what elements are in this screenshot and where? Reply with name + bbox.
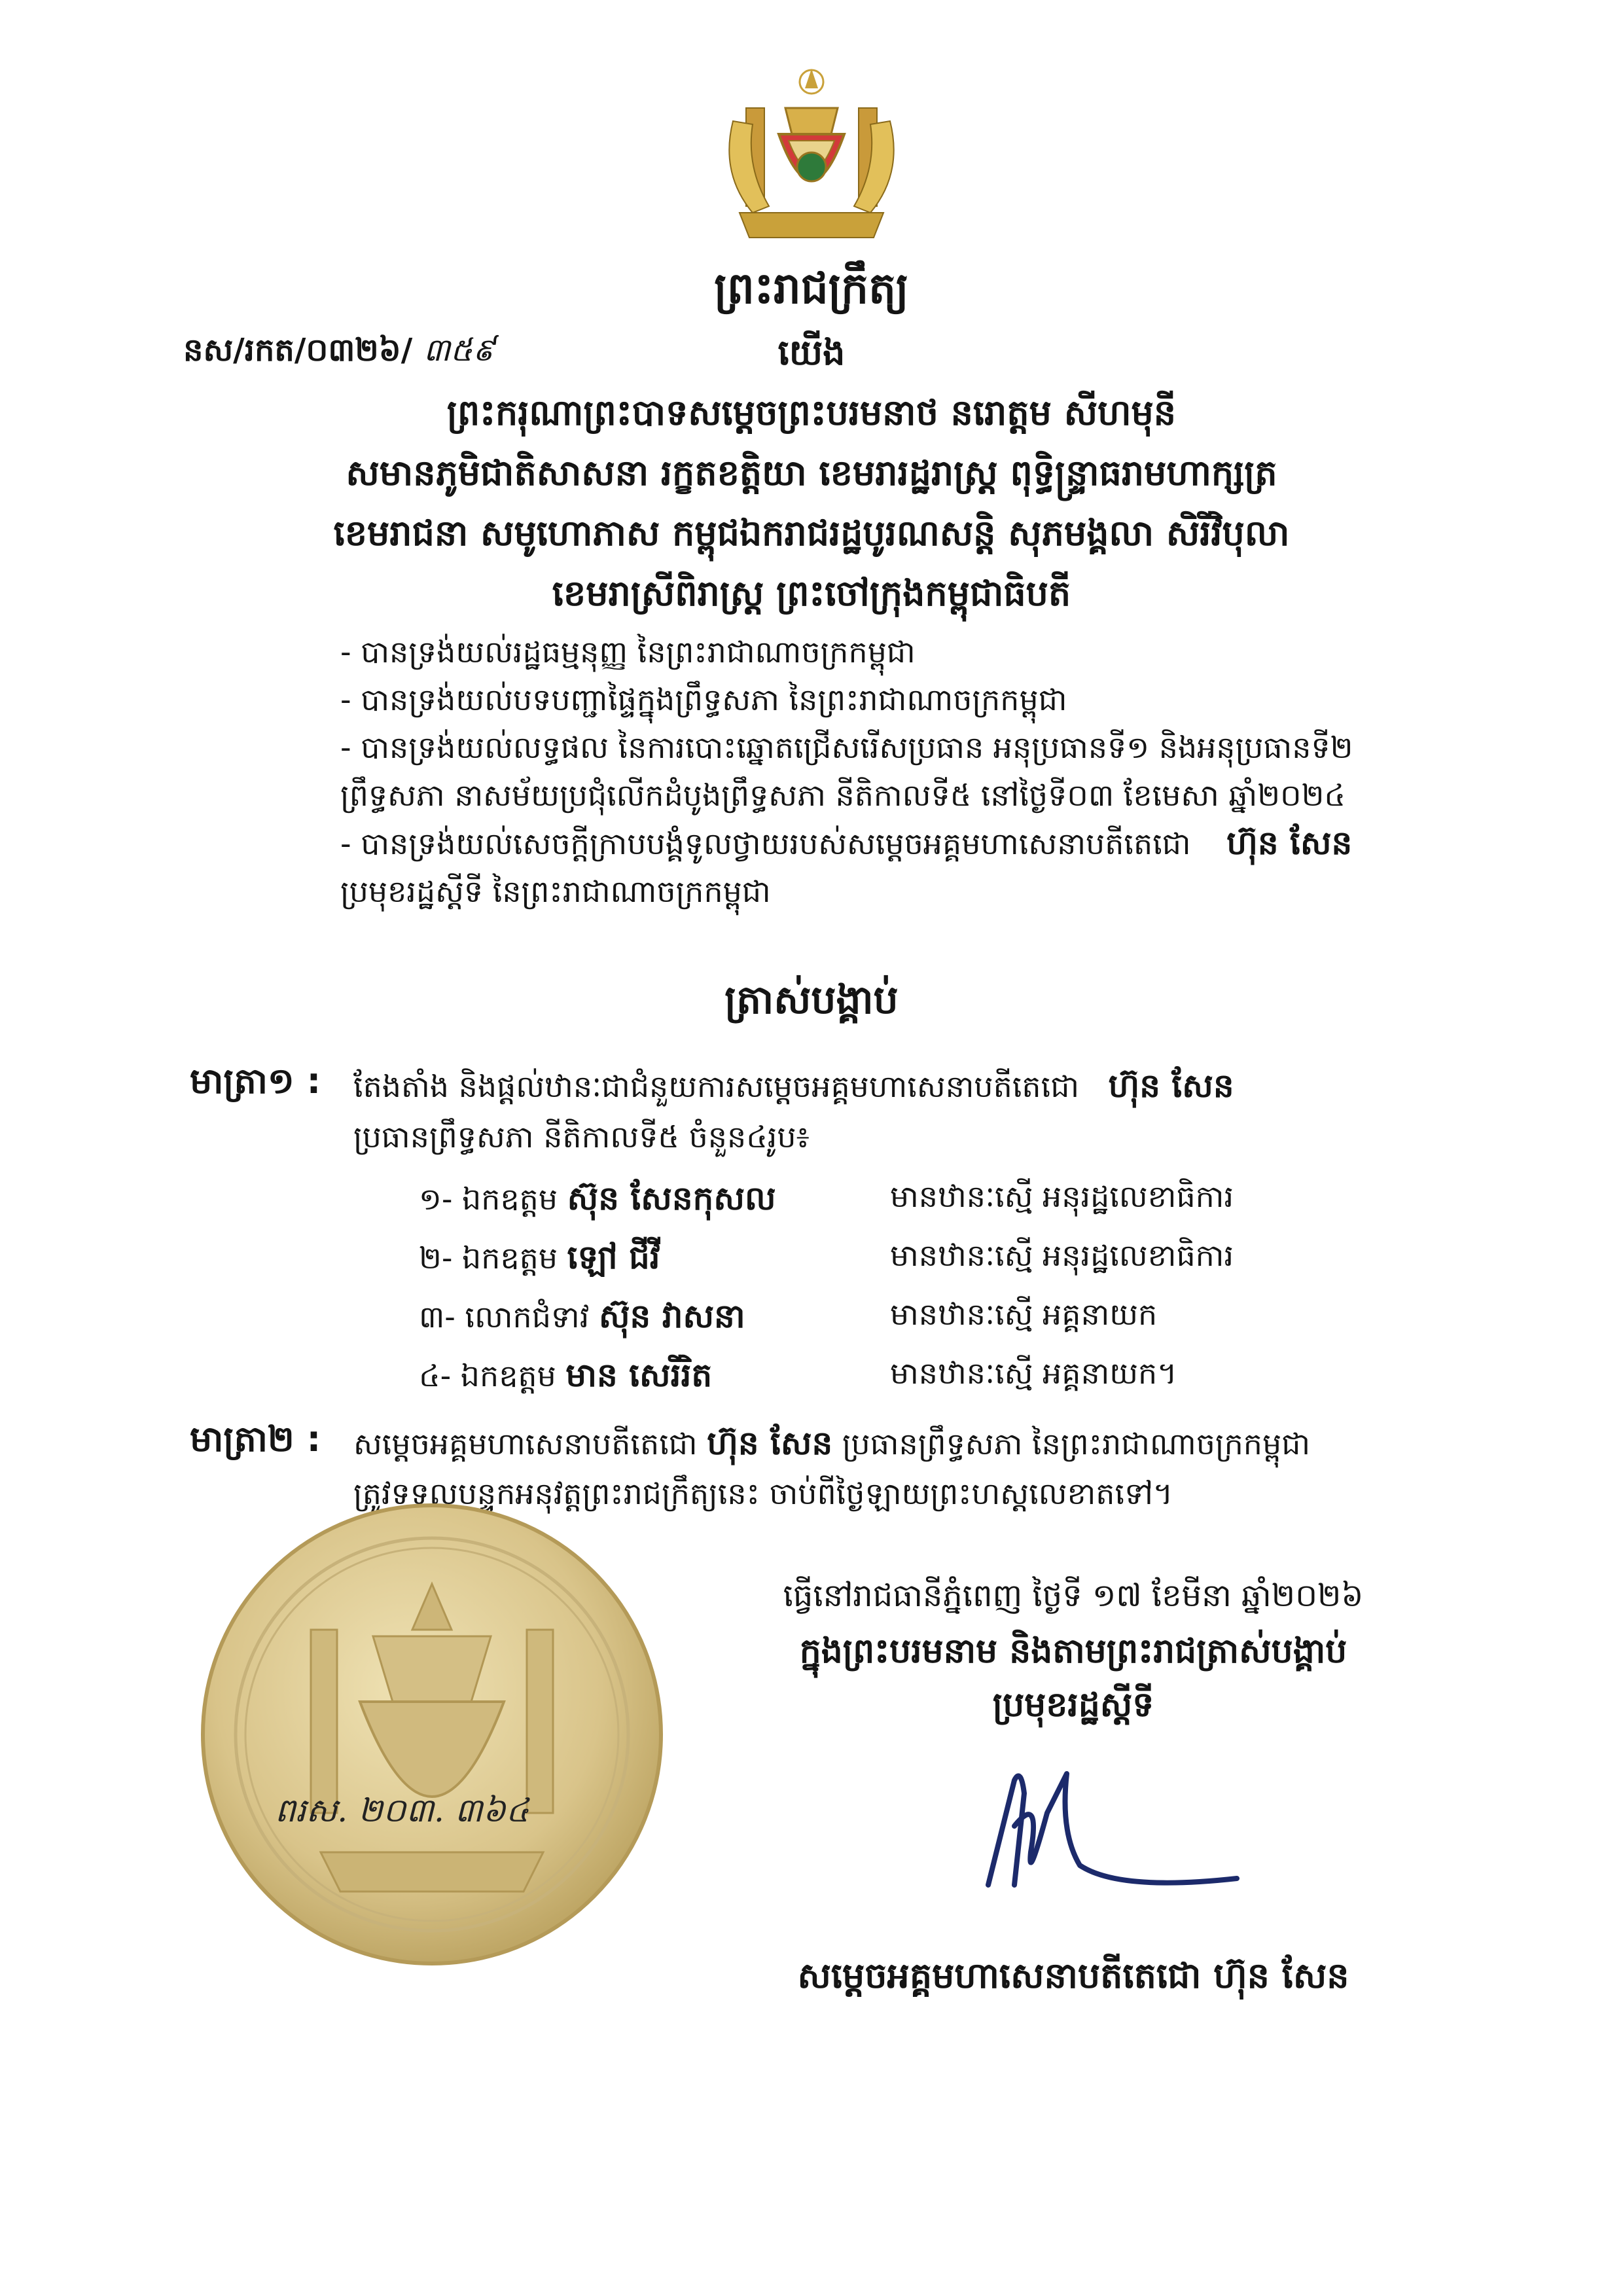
- preamble-list: [340, 628, 1440, 916]
- member-prefix: ៤- ឯកឧត្តម: [419, 1358, 556, 1393]
- order-heading: ត្រាស់បង្គាប់: [724, 977, 899, 1023]
- article1-bold-name: ហ៊ុន សែន: [1108, 1067, 1234, 1105]
- place-and-date: ធ្វើនៅរាជធានីភ្នំពេញ ថ្ងៃទី ១៧ ខែមីនា ឆ្នាំ២០២៦: [783, 1577, 1364, 1614]
- signatory-role: ប្រមុខរដ្ឋស្តីទី: [992, 1685, 1154, 1725]
- member-prefix: ២- ឯកឧត្តម: [419, 1240, 558, 1276]
- member-row: [419, 1355, 712, 1403]
- member-rank: មានឋានៈស្មើ អនុរដ្ឋលេខាធិការ: [890, 1179, 1234, 1214]
- seal-registration-number: ពរស. ២០៣. ៣៦៤: [275, 1791, 529, 1829]
- member-name: ស៊ុន វាសនា: [598, 1297, 745, 1335]
- article1-line1: [353, 1062, 1234, 1111]
- member-row: [419, 1296, 745, 1344]
- member-rank: មានឋានៈស្មើ អនុរដ្ឋលេខាធិការ: [890, 1238, 1234, 1273]
- member-row: [419, 1237, 660, 1285]
- article2-bold-name: ហ៊ុន សែន: [707, 1424, 833, 1462]
- we-heading: យើង: [777, 332, 846, 373]
- preamble-item: - បានទ្រង់យល់រដ្ឋធម្មនុញ្ញ នៃព្រះរាជាណាចក្រកម្ពុជា: [340, 634, 916, 670]
- article1-line2: ប្រធានព្រឹទ្ធសភា នីតិកាលទី៥ ចំនួន៤រូប៖: [353, 1119, 810, 1155]
- signatory-name: សម្តេចអគ្គមហាសេនាបតីតេជោ ហ៊ុន សែន: [797, 1955, 1349, 1996]
- signature-icon: [969, 1754, 1243, 1905]
- article2-line1: [353, 1419, 1310, 1469]
- king-title-line: ខេមរាស្រីពិរាស្ត្រ ព្រះចៅក្រុងកម្ពុជាធិបតី: [552, 573, 1071, 614]
- preamble-item: - បានទ្រង់យល់លទ្ធផល នៃការបោះឆ្នោតជ្រើសរើសប្រធាន អនុប្រធានទី១ និងអនុប្រធានទី២: [340, 730, 1353, 765]
- preamble-item-continuation: ប្រមុខរដ្ឋស្តីទី នៃព្រះរាជាណាចក្រកម្ពុជា: [340, 874, 771, 909]
- article1-text: តែងតាំង និងផ្តល់ឋានៈជាជំនួយការសម្តេចអគ្គមហាសេនាបតីតេជោ: [353, 1069, 1080, 1104]
- king-title-line: សមានភូមិជាតិសាសនា រក្ខតខត្តិយា ខេមរារដ្ឋរាស្ត្រ ពុទ្ធិន្ទ្រាធរាមហាក្សត្រ: [346, 452, 1277, 493]
- member-name: ឡៅ ជីវី: [567, 1238, 660, 1276]
- preamble-item-continuation: ព្រឹទ្ធសភា នាសម័យប្រជុំលើកដំបូងព្រឹទ្ធសភា នីតិកាលទី៥ នៅថ្ងៃទី០៣ ខែមេសា ឆ្នាំ២០២៤: [340, 778, 1346, 813]
- article2-text: សម្តេចអគ្គមហាសេនាបតីតេជោ: [353, 1426, 698, 1462]
- royal-emblem-icon: [707, 62, 916, 245]
- article2-label: មាត្រា២ :: [190, 1418, 321, 1460]
- preamble-item-text: - បានទ្រង់យល់សេចក្តីក្រាបបង្គំទូលថ្វាយរបស់សម្តេចអគ្គមហាសេនាបតីតេជោ: [340, 826, 1191, 861]
- on-behalf-line: ក្នុងព្រះបរមនាម និងតាមព្រះរាជត្រាស់បង្គាប់: [799, 1632, 1347, 1671]
- document-title: ព្រះរាជក្រឹត្យ: [714, 263, 909, 314]
- article2-text: ប្រធានព្រឹទ្ធសភា នៃព្រះរាជាណាចក្រកម្ពុជា: [842, 1426, 1310, 1462]
- member-rank: មានឋានៈស្មើ អគ្គនាយក។: [890, 1355, 1177, 1391]
- preamble-bold-name: ហ៊ុន សែន: [1226, 824, 1353, 862]
- reference-handwritten-number: ៣៥៩: [423, 332, 495, 368]
- king-titles: [0, 383, 1623, 624]
- reference-prefix: នស/រកត/០៣២៦/: [183, 332, 413, 368]
- preamble-item: - បានទ្រង់យល់បទបញ្ជាផ្ទៃក្នុងព្រឹទ្ធសភា នៃព្រះរាជាណាចក្រកម្ពុជា: [340, 682, 1067, 717]
- article1-label: មាត្រា១ :: [190, 1060, 321, 1102]
- member-prefix: ១- ឯកឧត្តម: [419, 1181, 558, 1217]
- king-title-line: ខេមរាជនា សមូហោភាស កម្ពុជឯករាជរដ្ឋបូរណសន្តិ សុភមង្គលា សិរីវិបុលា: [333, 512, 1290, 554]
- preamble-item: [340, 819, 1440, 868]
- member-name: មាន សេរីរិត: [565, 1356, 713, 1394]
- member-name: ស៊ុន សែនកុសល: [567, 1179, 776, 1217]
- member-prefix: ៣- លោកជំទាវ: [419, 1299, 590, 1335]
- article2-line2: ត្រូវទទួលបន្ទុកអនុវត្តព្រះរាជក្រឹត្យនេះ ចាប់ពីថ្ងៃឡាយព្រះហស្តលេខាតទៅ។: [353, 1476, 1173, 1511]
- king-title-line: ព្រះករុណាព្រះបាទសម្តេចព្រះបរមនាថ នរោត្តម សីហមុនី: [446, 392, 1177, 433]
- member-row: [419, 1178, 776, 1226]
- royal-seal-icon: [196, 1486, 668, 1983]
- member-rank: មានឋានៈស្មើ អគ្គនាយក: [890, 1297, 1158, 1332]
